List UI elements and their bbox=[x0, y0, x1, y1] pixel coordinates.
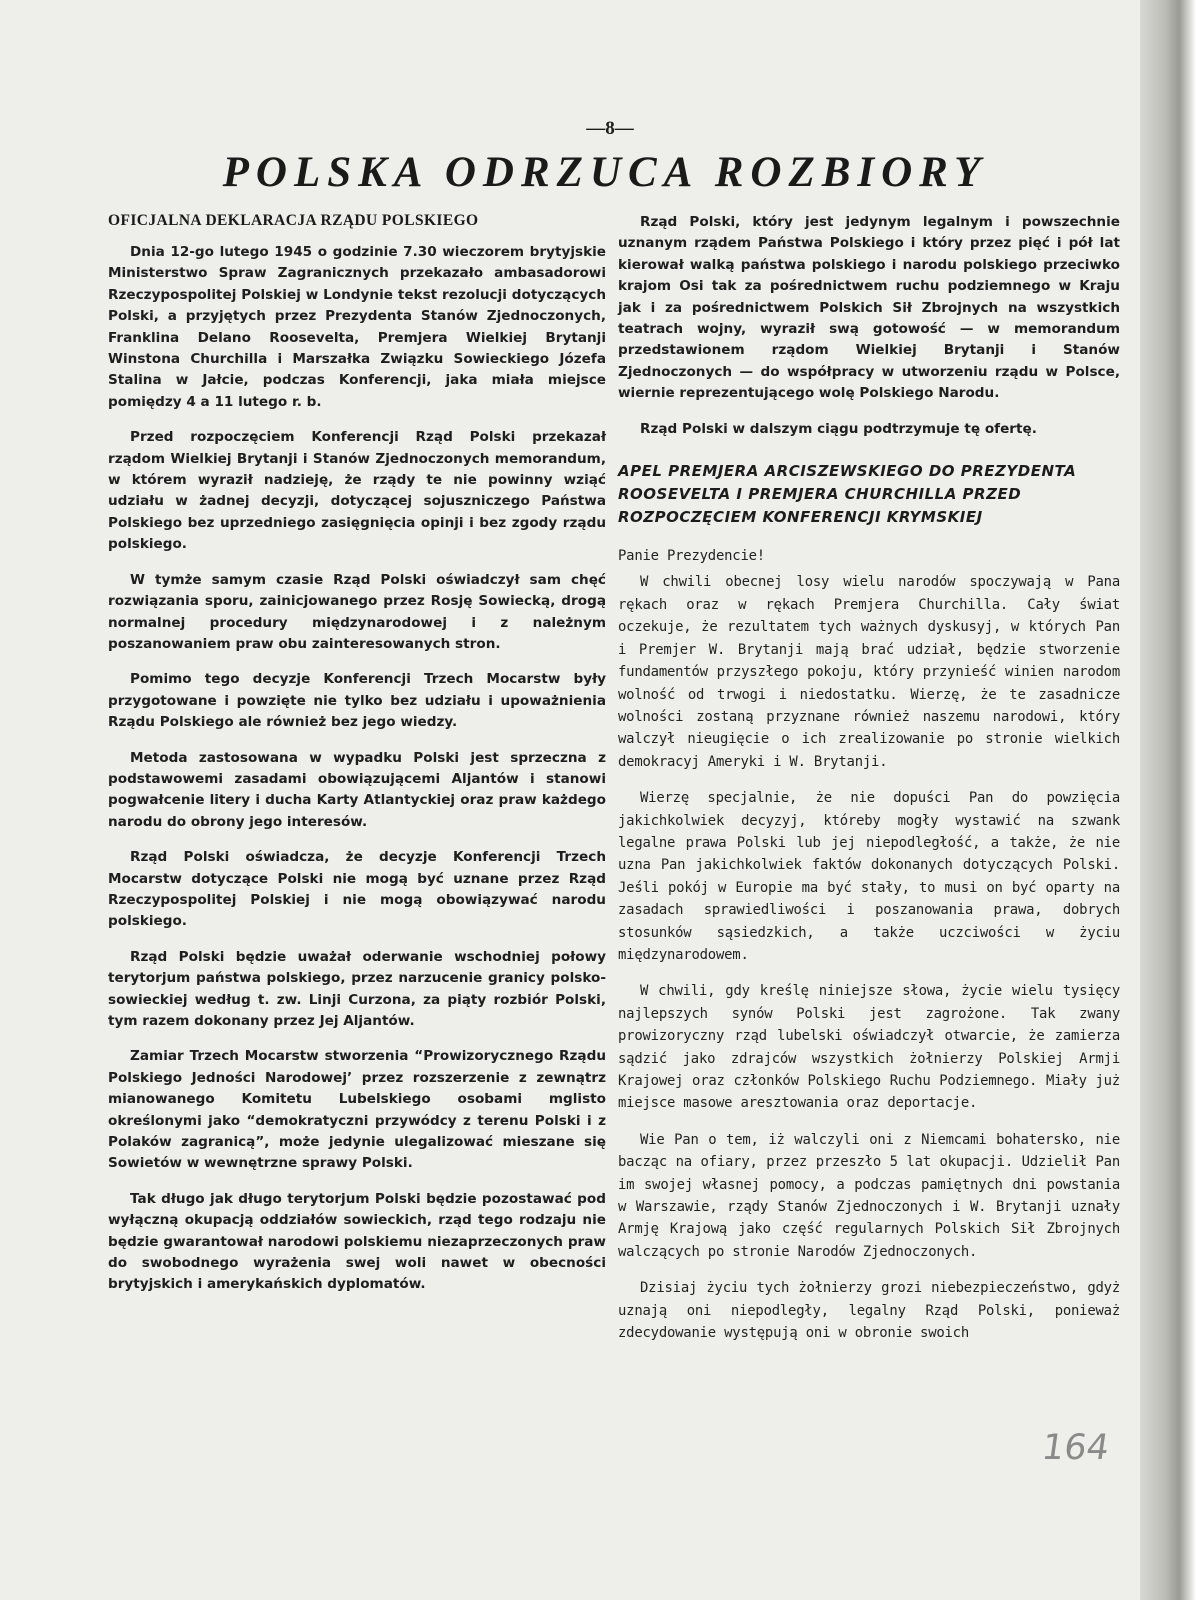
declaration-paragraph: W tymże samym czasie Rząd Polski oświadczył sam chęć rozwiązania sporu, zainicjowanego przez Rosję Sowiecką, drogą normalnej procedury międzynarodowej i z należnym poszanowaniem praw obu zainteresowanych stron. bbox=[108, 571, 606, 652]
page-edge-shadow bbox=[1140, 0, 1196, 1600]
declaration-paragraph: Pomimo tego decyzje Konferencji Trzech Mocarstw były przygotowane i powzięte nie tylko bez udziału i upoważnienia Rządu Polskiego ale również bez jego wiedzy. bbox=[108, 671, 606, 731]
declaration-continuation-paragraph: Rząd Polski w dalszym ciągu podtrzymuje tę ofertę. bbox=[640, 420, 1037, 437]
declaration-paragraph: Tak długo jak długo terytorjum Polski będzie pozostawać pod wyłączną okupacją oddziałów sowieckich, rząd tego rodzaju nie będzie gwarantował narodowi polskiemu niezaprzeczonych praw do swobodnego wyrażenia swej woli nawet w obecności brytyjskich i amerykańskich dyplomatów. bbox=[108, 1190, 606, 1293]
declaration-paragraph: Przed rozpoczęciem Konferencji Rząd Polski przekazał rządom Wielkiej Brytanji i Stanów Zjednoczonych memorandum, w którem wyraził nadzieję, że rządy te nie powinny wziąć udziału w żadnej decyzji, dotyczącej sojuszniczego Państwa Polskiego bez uprzedniego zasięgnięcia opinji i bez zgody rządu polskiego. bbox=[108, 429, 606, 553]
letter-paragraph: Wierzę specjalnie, że nie dopuści Pan do powzięcia jakichkolwiek decyzyj, któreby mogły wystawić na szwank legalne prawa Polski lub jej niepodległość, a także, że nie uzna Pan jakichkolwiek faktów dokonanych dotyczących Polski. Jeśli pokój w Europie ma być stały, to musi on być oparty na zasadach sprawiedliwości i poszanowania prawa, dobrych stosunków sąsiedzkich, a także uczciwości w życiu międzynarodowem. bbox=[618, 790, 1120, 963]
letter-greeting: Panie Prezydencie! bbox=[618, 548, 765, 565]
letter-paragraph: Wie Pan o tem, iż walczyli oni z Niemcami bohatersko, nie bacząc na ofiary, przez przeszło 5 lat okupacji. Udzielił Pan im swojej własnej pomocy, a podczas pamiętnych dni powstania w Warszawie, rządy Stanów Zjednoczonych i W. Brytanji uznały Armję Krajową jako część regularnych Polskich Sił Zbrojnych walczących po stronie Narodów Zjednoczonych. bbox=[618, 1131, 1120, 1260]
declaration-paragraph: Dnia 12-go lutego 1945 o godzinie 7.30 wieczorem brytyjskie Ministerstwo Spraw Zagranicznych przekazało ambasadorowi Rzeczypospolitej Polskiej w Londynie tekst rezolucji dotyczących Polski, a przyjętych przez Prezydenta Stanów Zjednoczonych, Franklina Delano Roosevelta, Premjera Wielkiej Brytanji Winstona Churchilla i Marszałka Związku Sowieckiego Józefa Stalina w Jałcie, podczas Konferencji, jaka miała miejsce pomiędzy 4 a 11 lutego r. b. bbox=[108, 244, 606, 410]
declaration-paragraph: Metoda zastosowana w wypadku Polski jest sprzeczna z podstawowemi zasadami obowiązującemi Aljantów i stanowi pogwałcenie litery i ducha Karty Atlantyckiej oraz praw każdego narodu do obrony jego interesów. bbox=[108, 749, 606, 830]
page-title: POLSKA ODRZUCA ROZBIORY bbox=[222, 149, 988, 196]
declaration-paragraph: Zamiar Trzech Mocarstw stworzenia “Prowizorycznego Rządu Polskiego Jedności Narodowej’ przez rozszerzenie z zewnątrz mianowanego Komitetu Lubelskiego osobami mglisto określonymi jako “demokratyczni przywódcy z terenu Polski i z Polaków zagranicą”, może jedynie ulegalizować mieszane się Sowietów w wewnętrzne sprawy Polski. bbox=[108, 1048, 606, 1172]
declaration-paragraph: Rząd Polski będzie uważał oderwanie wschodniej połowy terytorjum państwa polskiego, przez narzucenie granicy polsko-sowieckiej według t. zw. Linji Curzona, za piąty rozbiór Polski, tym razem dokonany przez Jej Aljantów. bbox=[108, 948, 606, 1029]
declaration-paragraph: Rząd Polski oświadcza, że decyzje Konferencji Trzech Mocarstw dotyczące Polski nie mogą być uznane przez Rząd Rzeczypospolitej Polskiej i nie mogą obowiązywać narodu polskiego. bbox=[108, 849, 606, 930]
right-column bbox=[618, 212, 1120, 1358]
letter-paragraph: Dzisiaj życiu tych żołnierzy grozi niebezpieczeństwo, gdyż uznają oni niepodległy, legalny Rząd Polski, ponieważ zdecydowanie występują oni w obronie swoich bbox=[618, 1280, 1120, 1342]
appeal-heading: APEL PREMJERA ARCISZEWSKIEGO DO PREZYDENTA ROOSEVELTA I PREMJERA CHURCHILLA PRZED ROZPOCZĘCIEM KONFERENCJI KRYMSKIEJ bbox=[618, 462, 1077, 527]
letter-paragraph: W chwili, gdy kreślę niniejsze słowa, życie wielu tysięcy najlepszych synów Polski jest zagrożone. Tak zwany prowizoryczny rząd lubelski oświadczył otwarcie, że zamierza sądzić jako zdrajców wszystkich żołnierzy Polskiej Armji Krajowej oraz członków Polskiego Ruchu Podziemnego. Miały już miejsce masowe aresztowania oraz deportacje. bbox=[618, 983, 1120, 1112]
declaration-continuation-paragraph: Rząd Polski, który jest jedynym legalnym i powszechnie uznanym rządem Państwa Polskiego i który przez pięć i pół lat kierował walką państwa polskiego i narodu polskiego przeciwko krajom Osi tak za pośrednictwem ruchu podziemnego w Kraju jak i za pośrednictwem Polskich Sił Zbrojnych na wszystkich teatrach wojny, wyraził swą gotowość — w memorandum przedstawionem rządom Wielkiej Brytanji i Stanów Zjednoczonych — do współpracy w utworzeniu rządu w Polsce, wiernie reprezentującego wolę Polskiego Narodu. bbox=[618, 214, 1120, 402]
letter-paragraph: W chwili obecnej losy wielu narodów spoczywają w Pana rękach oraz w rękach Premjera Churchilla. Cały świat oczekuje, że rezultatem tych ważnych dyskusyj, w których Pan i Premjer W. Brytanji mają brać udział, będzie stworzenie fundamentów przyszłego pokoju, który przynieść winien narodom wolność od trwogi i niedostatku. Wierzę, że te zasadnicze wolności zostaną przyznane również naszemu narodowi, który walczył nieugięcie o ich zrealizowanie po stronie wielkich demokracyj Ameryki i W. Brytanji. bbox=[618, 574, 1120, 770]
page-number: —8— bbox=[586, 118, 634, 139]
left-column bbox=[108, 212, 606, 1310]
declaration-heading: OFICJALNA DEKLARACJA RZĄDU POLSKIEGO bbox=[108, 212, 479, 229]
handwritten-page-note: 164 bbox=[1039, 1428, 1112, 1468]
